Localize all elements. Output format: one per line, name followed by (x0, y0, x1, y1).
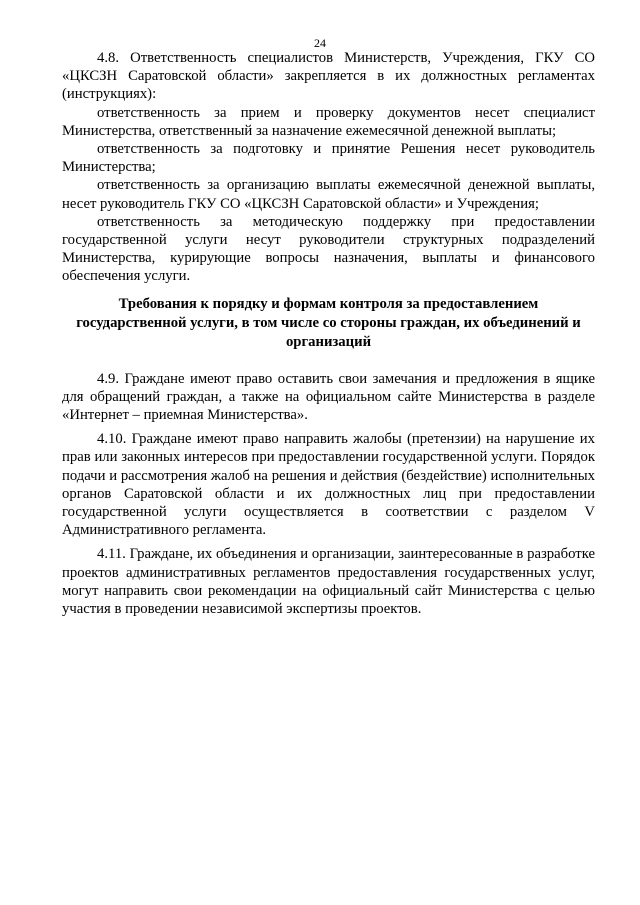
paragraph-4-9: 4.9. Граждане имеют право оставить свои замечания и предложения в ящике для обращений граждан, а также на официальном сайте Министерства в разделе «Интернет – приемная Министерства». (62, 370, 595, 424)
responsibility-payment: ответственность за организацию выплаты ежемесячной денежной выплаты, несет руководитель ГКУ СО «ЦКСЗН Саратовской области» и Учреждения; (62, 177, 595, 212)
responsibility-intake: ответственность за прием и проверку документов несет специалист Министерства, ответственный за назначение ежемесячной денежной выплаты; (62, 104, 595, 139)
section-heading: Требования к порядку и формам контроля за предоставлением государственной услуги, в том числе со стороны граждан, их объединений и организаций (76, 295, 581, 350)
paragraph-4-10: 4.10. Граждане имеют право направить жалобы (претензии) на нарушение их прав или законных интересов при предоставлении государственной услуги. Порядок подачи и рассмотрения жалоб на решения и действия (бездействие) исполнительных органов Саратовской области и их должностных лиц при предоставлении государственной услуги осуществляется в соответствии с разделом V Административного регламента. (62, 431, 595, 539)
responsibility-methodology: ответственность за методическую поддержку при предоставлении государственной услуги несут руководители структурных подразделений Министерства, курирующие вопросы назначения, выплаты и финансового обеспечения услуги. (62, 213, 595, 285)
paragraph-4-11: 4.11. Граждане, их объединения и организации, заинтересованные в разработке проектов административных регламентов предоставления государственных услуг, могут направить свои рекомендации на официальный сайт Министерства с целью участия в проведении независимой экспертизы проектов. (62, 546, 595, 618)
page-number: 24 (314, 36, 326, 50)
document-body (62, 49, 595, 618)
paragraph-4-8: 4.8. Ответственность специалистов Министерств, Учреждения, ГКУ СО «ЦКСЗН Саратовской области» закрепляется в их должностных регламентах (инструкциях): (62, 50, 595, 103)
responsibility-decision: ответственность за подготовку и принятие Решения несет руководитель Министерства; (62, 141, 595, 176)
